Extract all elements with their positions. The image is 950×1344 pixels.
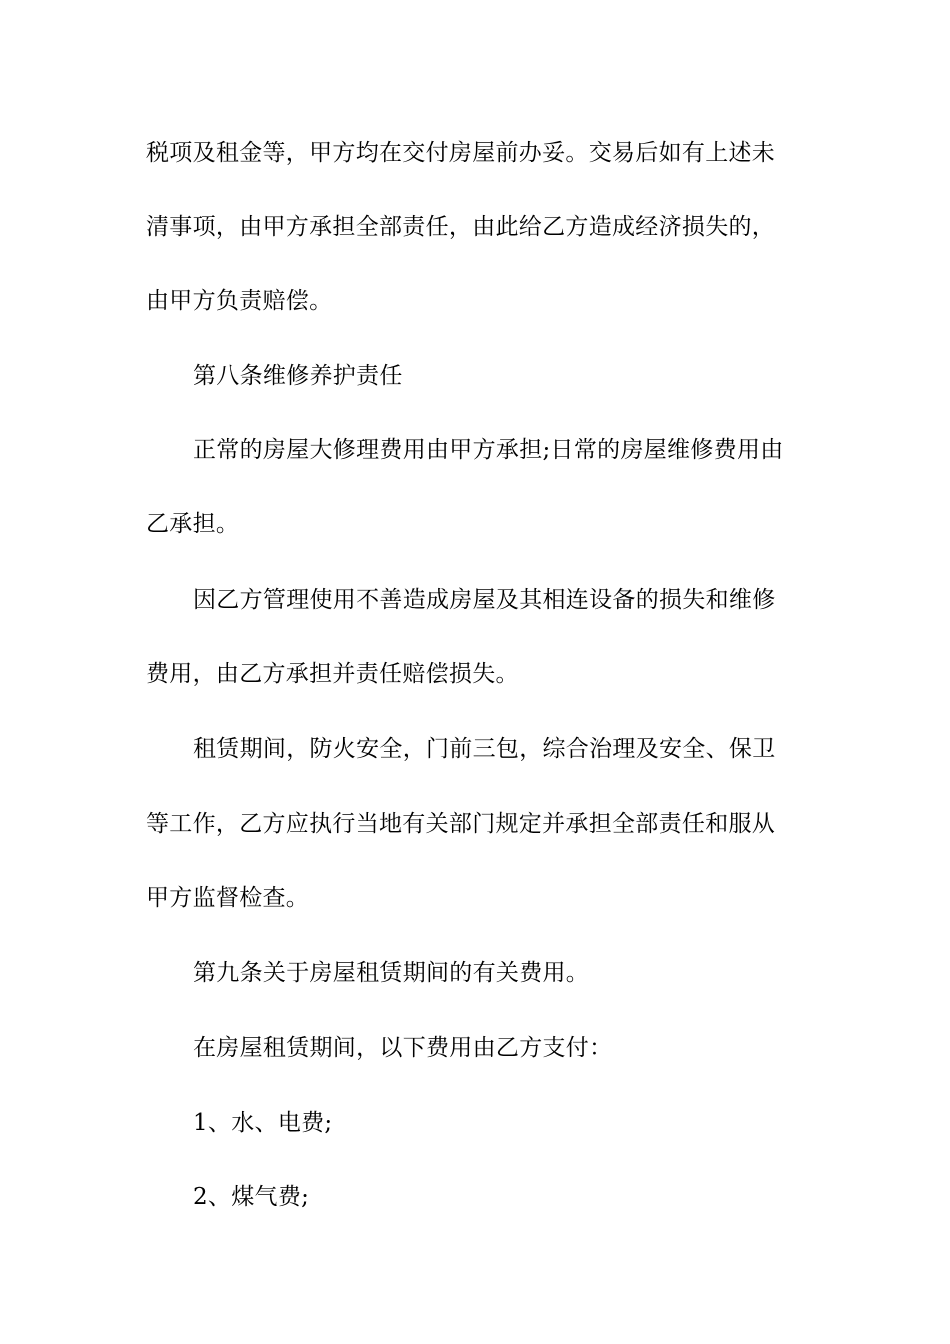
- text-line-11: 甲方监督检查。: [146, 885, 310, 911]
- text-line-7: 因乙方管理使用不善造成房屋及其相连设备的损失和维修: [193, 587, 776, 613]
- text-line-8: 费用，由乙方承担并责任赔偿损失。: [146, 661, 519, 687]
- text-line-1: 税项及租金等，甲方均在交付房屋前办妥。交易后如有上述未: [146, 140, 776, 166]
- text-line-3: 由甲方负责赔偿。: [146, 288, 333, 314]
- list-item-2: 2、煤气费;: [193, 1184, 310, 1210]
- text-line-13: 在房屋租赁期间，以下费用由乙方支付：: [193, 1035, 613, 1061]
- text-line-9: 租赁期间，防火安全，门前三包，综合治理及安全、保卫: [193, 736, 776, 762]
- list-item-1: 1、水、电费;: [193, 1110, 333, 1136]
- text-line-2: 清事项，由甲方承担全部责任，由此给乙方造成经济损失的，: [146, 214, 776, 240]
- text-line-5: 正常的房屋大修理费用由甲方承担;日常的房屋维修费用由: [193, 437, 784, 463]
- article-8-heading: 第八条维修养护责任: [193, 363, 403, 389]
- text-line-10: 等工作，乙方应执行当地有关部门规定并承担全部责任和服从: [146, 811, 776, 837]
- article-9-heading: 第九条关于房屋租赁期间的有关费用。: [193, 960, 590, 986]
- text-line-6: 乙承担。: [146, 511, 240, 537]
